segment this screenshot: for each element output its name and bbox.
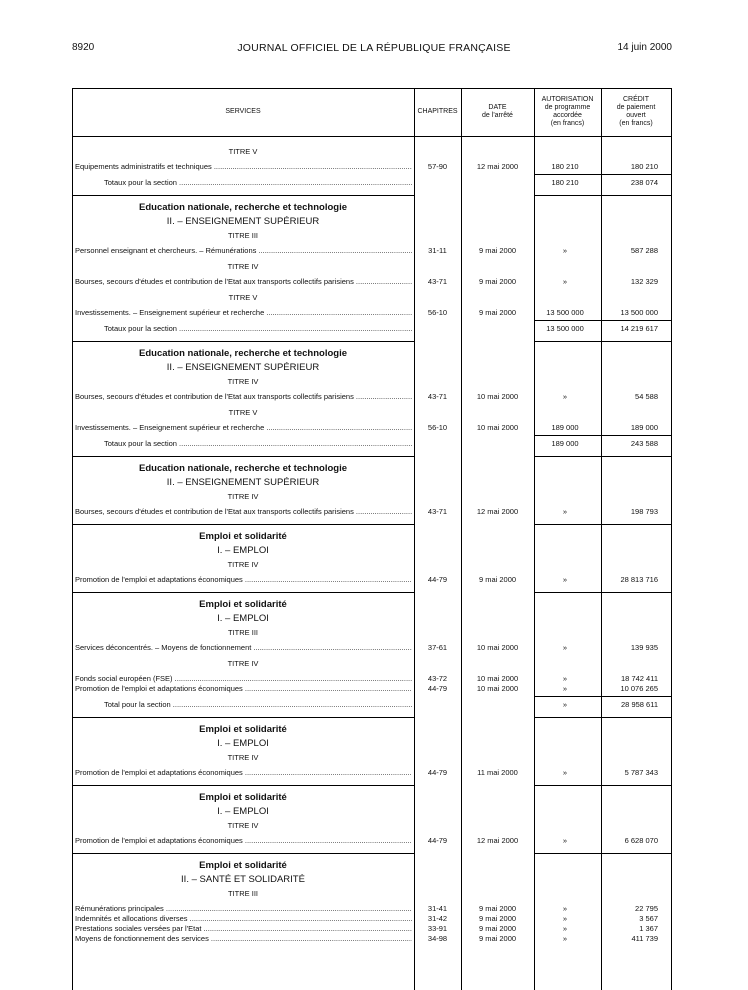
date-cell: 9 mai 2000	[478, 934, 517, 943]
date-cell: 10 mai 2000	[476, 643, 519, 652]
service-label: Rémunérations principales .....	[75, 903, 412, 914]
section-title	[72, 598, 672, 612]
autorisation-cell: »	[562, 643, 568, 652]
autorisation-cell: »	[562, 246, 568, 255]
autorisation-cell: »	[562, 277, 568, 286]
titre-heading-text: TITRE IV	[227, 560, 259, 569]
date-cell: 9 mai 2000	[478, 246, 517, 255]
section-title	[72, 530, 672, 544]
titre-heading-text: TITRE IV	[227, 753, 259, 762]
credit-cell: 13 500 000	[620, 308, 658, 317]
col-header-autorisation	[534, 88, 601, 137]
col-header-services-text: SERVICES	[225, 108, 261, 116]
total-autorisation-cell: 13 500 000	[546, 324, 584, 333]
service-label: Investissements. – Enseignement supérieur et recherche .....	[75, 422, 412, 433]
titre-heading	[72, 292, 672, 303]
credit-cell: 5 787 343	[624, 768, 658, 777]
section-rule	[534, 524, 672, 525]
col-header-services	[72, 88, 414, 137]
credit-cell: 139 935	[630, 643, 658, 652]
titre-heading-text: TITRE V	[228, 408, 258, 417]
chapitre-cell: 44-79	[427, 684, 448, 693]
autorisation-cell: »	[562, 904, 568, 913]
credit-cell: 587 288	[630, 246, 658, 255]
section-subtitle	[72, 737, 672, 750]
date-cell: 9 mai 2000	[478, 575, 517, 584]
table-row	[72, 307, 672, 318]
credits-table	[72, 88, 672, 990]
titre-heading-text: TITRE IV	[227, 262, 259, 271]
credit-cell: 3 567	[639, 914, 658, 923]
section-rule	[72, 341, 414, 342]
credit-cell: 198 793	[630, 507, 658, 516]
section-rule	[534, 717, 672, 718]
titre-heading-text: TITRE V	[228, 147, 258, 156]
section-title-text: Emploi et solidarité	[199, 724, 287, 735]
total-row	[72, 323, 672, 334]
col-header-credit-line: de paiement	[616, 104, 656, 112]
chapitre-cell: 31-11	[428, 246, 447, 255]
titre-heading-text: TITRE V	[228, 293, 258, 302]
autorisation-cell: »	[562, 575, 568, 584]
section-title-text: Emploi et solidarité	[199, 599, 287, 610]
chapitre-cell: 34-98	[427, 934, 448, 943]
credit-cell: 6 628 070	[624, 836, 658, 845]
section-rule	[72, 592, 414, 593]
service-label: Promotion de l'emploi et adaptations économiques .....	[75, 767, 412, 778]
total-row	[72, 177, 672, 188]
autorisation-cell: »	[562, 674, 568, 683]
titre-heading	[72, 658, 672, 669]
titre-heading	[72, 888, 672, 899]
service-label: Services déconcentrés. – Moyens de fonctionnement .....	[75, 642, 412, 653]
chapitre-cell: 43-71	[427, 507, 448, 516]
total-credit-cell: 14 219 617	[620, 324, 658, 333]
titre-heading	[72, 407, 672, 418]
date-cell: 10 mai 2000	[476, 674, 519, 683]
chapitre-cell: 31-42	[427, 914, 448, 923]
total-label: Total pour la section .....	[104, 699, 412, 710]
col-header-date	[461, 88, 534, 137]
col-header-credit	[601, 88, 671, 137]
col-header-autorisation-line: AUTORISATION	[541, 96, 594, 104]
section-subtitle	[72, 612, 672, 625]
section-rule	[534, 592, 672, 593]
col-header-date-line: de l'arrêté	[482, 112, 513, 119]
section-subtitle	[72, 873, 672, 886]
autorisation-cell: »	[562, 914, 568, 923]
total-credit-cell: 28 958 611	[621, 700, 658, 709]
date-cell: 9 mai 2000	[478, 277, 517, 286]
titre-heading	[72, 376, 672, 387]
table-row	[72, 933, 672, 944]
table-row	[72, 245, 672, 256]
credit-cell: 180 210	[630, 162, 658, 171]
service-label: Personnel enseignant et chercheurs. – Rémunérations .....	[75, 245, 412, 256]
section-rule	[534, 341, 672, 342]
total-label: Totaux pour la section .....	[104, 438, 412, 449]
chapitre-cell: 37-61	[427, 643, 448, 652]
credit-cell: 28 813 716	[620, 575, 658, 584]
section-rule	[72, 195, 414, 196]
col-header-credit-line: ouvert	[626, 112, 646, 119]
autorisation-cell: »	[562, 392, 568, 401]
table-row	[72, 391, 672, 402]
chapitre-cell: 31-41	[427, 904, 448, 913]
service-label: Prestations sociales versées par l'Etat .....	[75, 923, 412, 934]
service-label: Promotion de l'emploi et adaptations économiques .....	[75, 683, 412, 694]
autorisation-cell: »	[562, 934, 568, 943]
credit-cell: 132 329	[630, 277, 658, 286]
section-title	[72, 791, 672, 805]
total-rule	[534, 435, 672, 436]
section-subtitle-text: I. – EMPLOI	[217, 545, 269, 556]
table-row	[72, 161, 672, 172]
table-row	[72, 506, 672, 517]
titre-heading-text: TITRE III	[228, 628, 258, 637]
section-title-text: Education nationale, recherche et technologie	[139, 463, 347, 474]
service-label: Fonds social européen (FSE) .....	[75, 673, 412, 684]
credit-cell: 411 739	[631, 934, 658, 943]
titre-heading-text: TITRE IV	[227, 821, 259, 830]
col-header-autorisation-line: de programme	[544, 104, 591, 112]
publication-date: 14 juin 2000	[617, 42, 672, 53]
titre-heading	[72, 752, 672, 763]
total-rule	[534, 320, 672, 321]
total-autorisation-cell: »	[562, 700, 568, 709]
service-label: Bourses, secours d'études et contribution de l'Etat aux transports collectifs parisiens .....	[75, 391, 412, 402]
col-header-autorisation-line: (en francs)	[550, 119, 585, 127]
col-header-autorisation-line: accordée	[553, 112, 582, 119]
date-cell: 12 mai 2000	[476, 507, 519, 516]
titre-heading-text: TITRE III	[228, 231, 258, 240]
section-subtitle-text: II. – ENSEIGNEMENT SUPÉRIEUR	[166, 477, 320, 488]
titre-heading	[72, 559, 672, 570]
chapitre-cell: 43-71	[427, 392, 448, 401]
titre-heading	[72, 146, 672, 157]
col-header-credit-line: (en francs)	[619, 119, 653, 127]
date-cell: 9 mai 2000	[478, 904, 517, 913]
total-rule	[534, 174, 672, 175]
section-subtitle	[72, 215, 672, 228]
section-subtitle	[72, 805, 672, 818]
total-label: Totaux pour la section .....	[104, 323, 412, 334]
page-number: 8920	[72, 42, 95, 53]
table-row	[72, 422, 672, 433]
section-subtitle-text: I. – EMPLOI	[217, 613, 269, 624]
service-label: Moyens de fonctionnement des services .....	[75, 933, 412, 944]
section-rule	[534, 853, 672, 854]
col-header-chapitres-text: CHAPITRES	[417, 108, 458, 116]
date-cell: 10 mai 2000	[476, 684, 519, 693]
table-row	[72, 574, 672, 585]
section-title-text: Emploi et solidarité	[199, 531, 287, 542]
credit-cell: 18 742 411	[621, 674, 658, 683]
total-credit-cell: 243 588	[630, 439, 658, 448]
autorisation-cell: »	[562, 768, 568, 777]
chapitre-cell: 56-10	[427, 308, 448, 317]
titre-heading	[72, 627, 672, 638]
autorisation-cell: 13 500 000	[546, 308, 584, 317]
chapitre-cell: 33-91	[427, 924, 448, 933]
chapitre-cell: 57-90	[427, 162, 448, 171]
section-subtitle-text: II. – ENSEIGNEMENT SUPÉRIEUR	[166, 362, 320, 373]
service-label: Indemnités et allocations diverses .....	[75, 913, 412, 924]
table-row	[72, 276, 672, 287]
titre-heading-text: TITRE IV	[227, 659, 259, 668]
autorisation-cell: »	[562, 924, 568, 933]
table-row	[72, 835, 672, 846]
chapitre-cell: 44-79	[427, 836, 448, 845]
section-rule	[534, 195, 672, 196]
date-cell: 10 mai 2000	[476, 392, 519, 401]
col-header-date-line: DATE	[488, 104, 507, 112]
autorisation-cell: »	[562, 836, 568, 845]
date-cell: 9 mai 2000	[478, 924, 517, 933]
section-title	[72, 347, 672, 361]
credit-cell: 22 795	[635, 904, 658, 913]
section-rule	[72, 717, 414, 718]
service-label: Bourses, secours d'études et contribution de l'Etat aux transports collectifs parisiens .....	[75, 276, 412, 287]
service-label: Investissements. – Enseignement supérieur et recherche .....	[75, 307, 412, 318]
total-autorisation-cell: 180 210	[551, 178, 579, 187]
autorisation-cell: 180 210	[551, 162, 579, 171]
autorisation-cell: »	[562, 507, 568, 516]
table-row	[72, 642, 672, 653]
col-header-credit-line: CRÉDIT	[622, 96, 650, 104]
section-rule	[72, 524, 414, 525]
chapitre-cell: 43-71	[427, 277, 448, 286]
service-label: Bourses, secours d'études et contribution de l'Etat aux transports collectifs parisiens .....	[75, 506, 412, 517]
chapitre-cell: 43-72	[427, 674, 448, 683]
titre-heading-text: TITRE IV	[227, 492, 259, 501]
section-subtitle-text: II. – SANTÉ ET SOLIDARITÉ	[181, 874, 305, 885]
service-label: Promotion de l'emploi et adaptations économiques .....	[75, 835, 412, 846]
titre-heading	[72, 491, 672, 502]
section-title-text: Emploi et solidarité	[199, 860, 287, 871]
titre-heading-text: TITRE III	[228, 889, 258, 898]
credit-cell: 10 076 265	[620, 684, 658, 693]
section-subtitle-text: I. – EMPLOI	[217, 806, 269, 817]
titre-heading	[72, 230, 672, 241]
section-rule	[534, 456, 672, 457]
section-rule	[534, 785, 672, 786]
date-cell: 10 mai 2000	[476, 423, 519, 432]
table-row	[72, 767, 672, 778]
journal-title: JOURNAL OFFICIEL DE LA RÉPUBLIQUE FRANÇAISE	[237, 42, 511, 54]
service-label: Equipements administratifs et techniques .....	[75, 161, 412, 172]
chapitre-cell: 44-79	[427, 768, 448, 777]
section-subtitle	[72, 361, 672, 374]
chapitre-cell: 44-79	[427, 575, 448, 584]
autorisation-cell: 189 000	[551, 423, 579, 432]
total-autorisation-cell: 189 000	[551, 439, 579, 448]
date-cell: 9 mai 2000	[478, 308, 517, 317]
autorisation-cell: »	[562, 684, 568, 693]
section-rule	[72, 456, 414, 457]
date-cell: 11 mai 2000	[477, 768, 518, 777]
section-subtitle-text: I. – EMPLOI	[217, 738, 269, 749]
section-title	[72, 723, 672, 737]
chapitre-cell: 56-10	[427, 423, 448, 432]
section-subtitle	[72, 544, 672, 557]
date-cell: 9 mai 2000	[478, 914, 517, 923]
section-title	[72, 462, 672, 476]
total-row	[72, 699, 672, 710]
col-header-chapitres	[414, 88, 461, 137]
section-rule	[72, 785, 414, 786]
section-title-text: Education nationale, recherche et technologie	[139, 348, 347, 359]
table-row	[72, 683, 672, 694]
credit-cell: 54 588	[635, 392, 658, 401]
section-title	[72, 201, 672, 215]
credit-cell: 189 000	[630, 423, 658, 432]
date-cell: 12 mai 2000	[476, 162, 519, 171]
titre-heading	[72, 261, 672, 272]
credit-cell: 1 367	[639, 924, 658, 933]
section-subtitle-text: II. – ENSEIGNEMENT SUPÉRIEUR	[166, 216, 320, 227]
total-row	[72, 438, 672, 449]
section-title-text: Education nationale, recherche et technologie	[139, 202, 347, 213]
section-rule	[72, 853, 414, 854]
titre-heading-text: TITRE IV	[227, 377, 259, 386]
section-subtitle	[72, 476, 672, 489]
date-cell: 12 mai 2000	[476, 836, 519, 845]
titre-heading	[72, 820, 672, 831]
section-title-text: Emploi et solidarité	[199, 792, 287, 803]
total-rule	[534, 696, 672, 697]
section-title	[72, 859, 672, 873]
total-credit-cell: 238 074	[630, 178, 658, 187]
service-label: Promotion de l'emploi et adaptations économiques .....	[75, 574, 412, 585]
total-label: Totaux pour la section .....	[104, 177, 412, 188]
